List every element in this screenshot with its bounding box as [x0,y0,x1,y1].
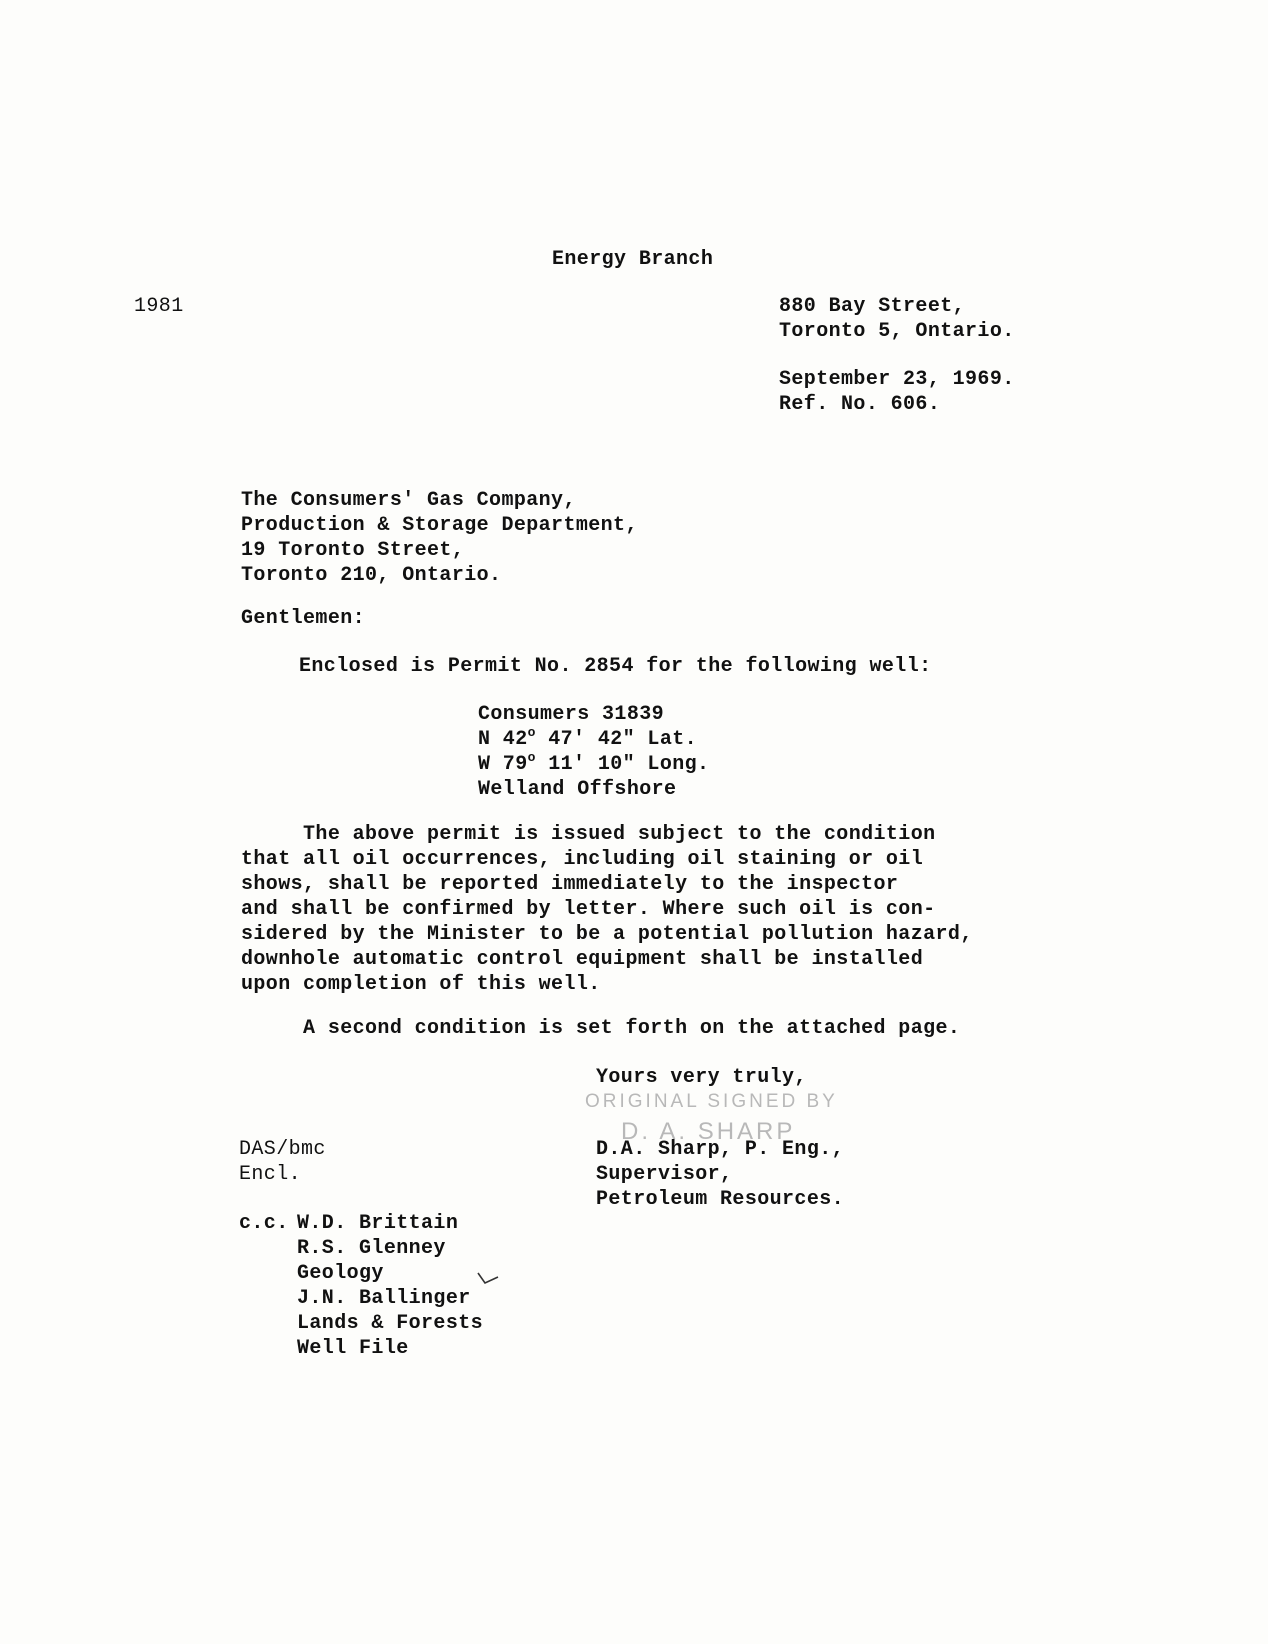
well-name: Consumers 31839 [478,703,665,726]
recipient-line: 19 Toronto Street, [241,539,465,562]
signer-title: Petroleum Resources. [596,1188,845,1211]
degree-symbol: o [527,725,536,740]
recipient-line: Production & Storage Department, [241,514,638,537]
body-line: shows, shall be reported immediately to the inspector [241,873,899,896]
well-latitude: N 42$^o$ 47' 42" Lat. [478,725,698,751]
conditions-paragraph [241,822,973,997]
cc-recipient: J.N. Ballinger [297,1287,471,1310]
cc-recipient: R.S. Glenney [297,1237,446,1260]
body-line: sidered by the Minister to be a potential pollution hazard, [241,923,973,946]
check-mark-icon [477,1271,499,1285]
body-line: downhole automatic control equipment shall be installed [241,948,924,971]
branch-heading: Energy Branch [552,248,714,271]
second-condition-paragraph: A second condition is set forth on the attached page. [241,1017,961,1040]
reference-block [239,1137,326,1187]
reference-initials: DAS/bmc [239,1138,326,1161]
stamp-name: D. A. SHARP [621,1118,796,1145]
body-line: and shall be confirmed by letter. Where such oil is con- [241,898,936,921]
enclosure-note: Encl. [239,1163,302,1186]
signer-name: D.A. Sharp, P. Eng., [596,1138,845,1161]
file-number: 1981 [134,295,184,318]
salutation: Gentlemen: [241,607,366,630]
letter-date: September 23, 1969. [779,368,1015,391]
body-line: that all oil occurrences, including oil staining or oil [241,848,924,871]
cc-recipient: W.D. Brittain [297,1212,459,1235]
address-line: Toronto 5, Ontario. [779,320,1015,343]
body-line: upon completion of this well. [241,973,601,996]
complimentary-close: Yours very truly, [596,1066,807,1089]
intro-paragraph: Enclosed is Permit No. 2854 for the following well: [299,655,932,678]
signer-title: Supervisor, [596,1163,733,1186]
cc-recipient: Lands & Forests [297,1312,484,1335]
sender-address [779,294,1015,344]
cc-recipient: Well File [297,1337,409,1360]
signature-block [596,1137,844,1212]
stamp-line: ORIGINAL SIGNED BY [585,1091,838,1112]
cc-list [297,1211,483,1361]
recipient-address [241,488,638,588]
well-longitude: W 79$^o$ 11' 10" Long. [478,750,710,776]
cc-recipient: Geology [297,1262,384,1285]
date-block [779,367,1015,417]
reference-number: Ref. No. 606. [779,393,941,416]
well-location: Welland Offshore [478,778,677,801]
degree-symbol: o [527,750,536,765]
body-line: The above permit is issued subject to the condition [241,823,936,846]
cc-label: c.c. [239,1212,289,1235]
recipient-line: Toronto 210, Ontario. [241,564,502,587]
recipient-line: The Consumers' Gas Company, [241,489,576,512]
well-details [478,702,709,802]
address-line: 880 Bay Street, [779,295,966,318]
